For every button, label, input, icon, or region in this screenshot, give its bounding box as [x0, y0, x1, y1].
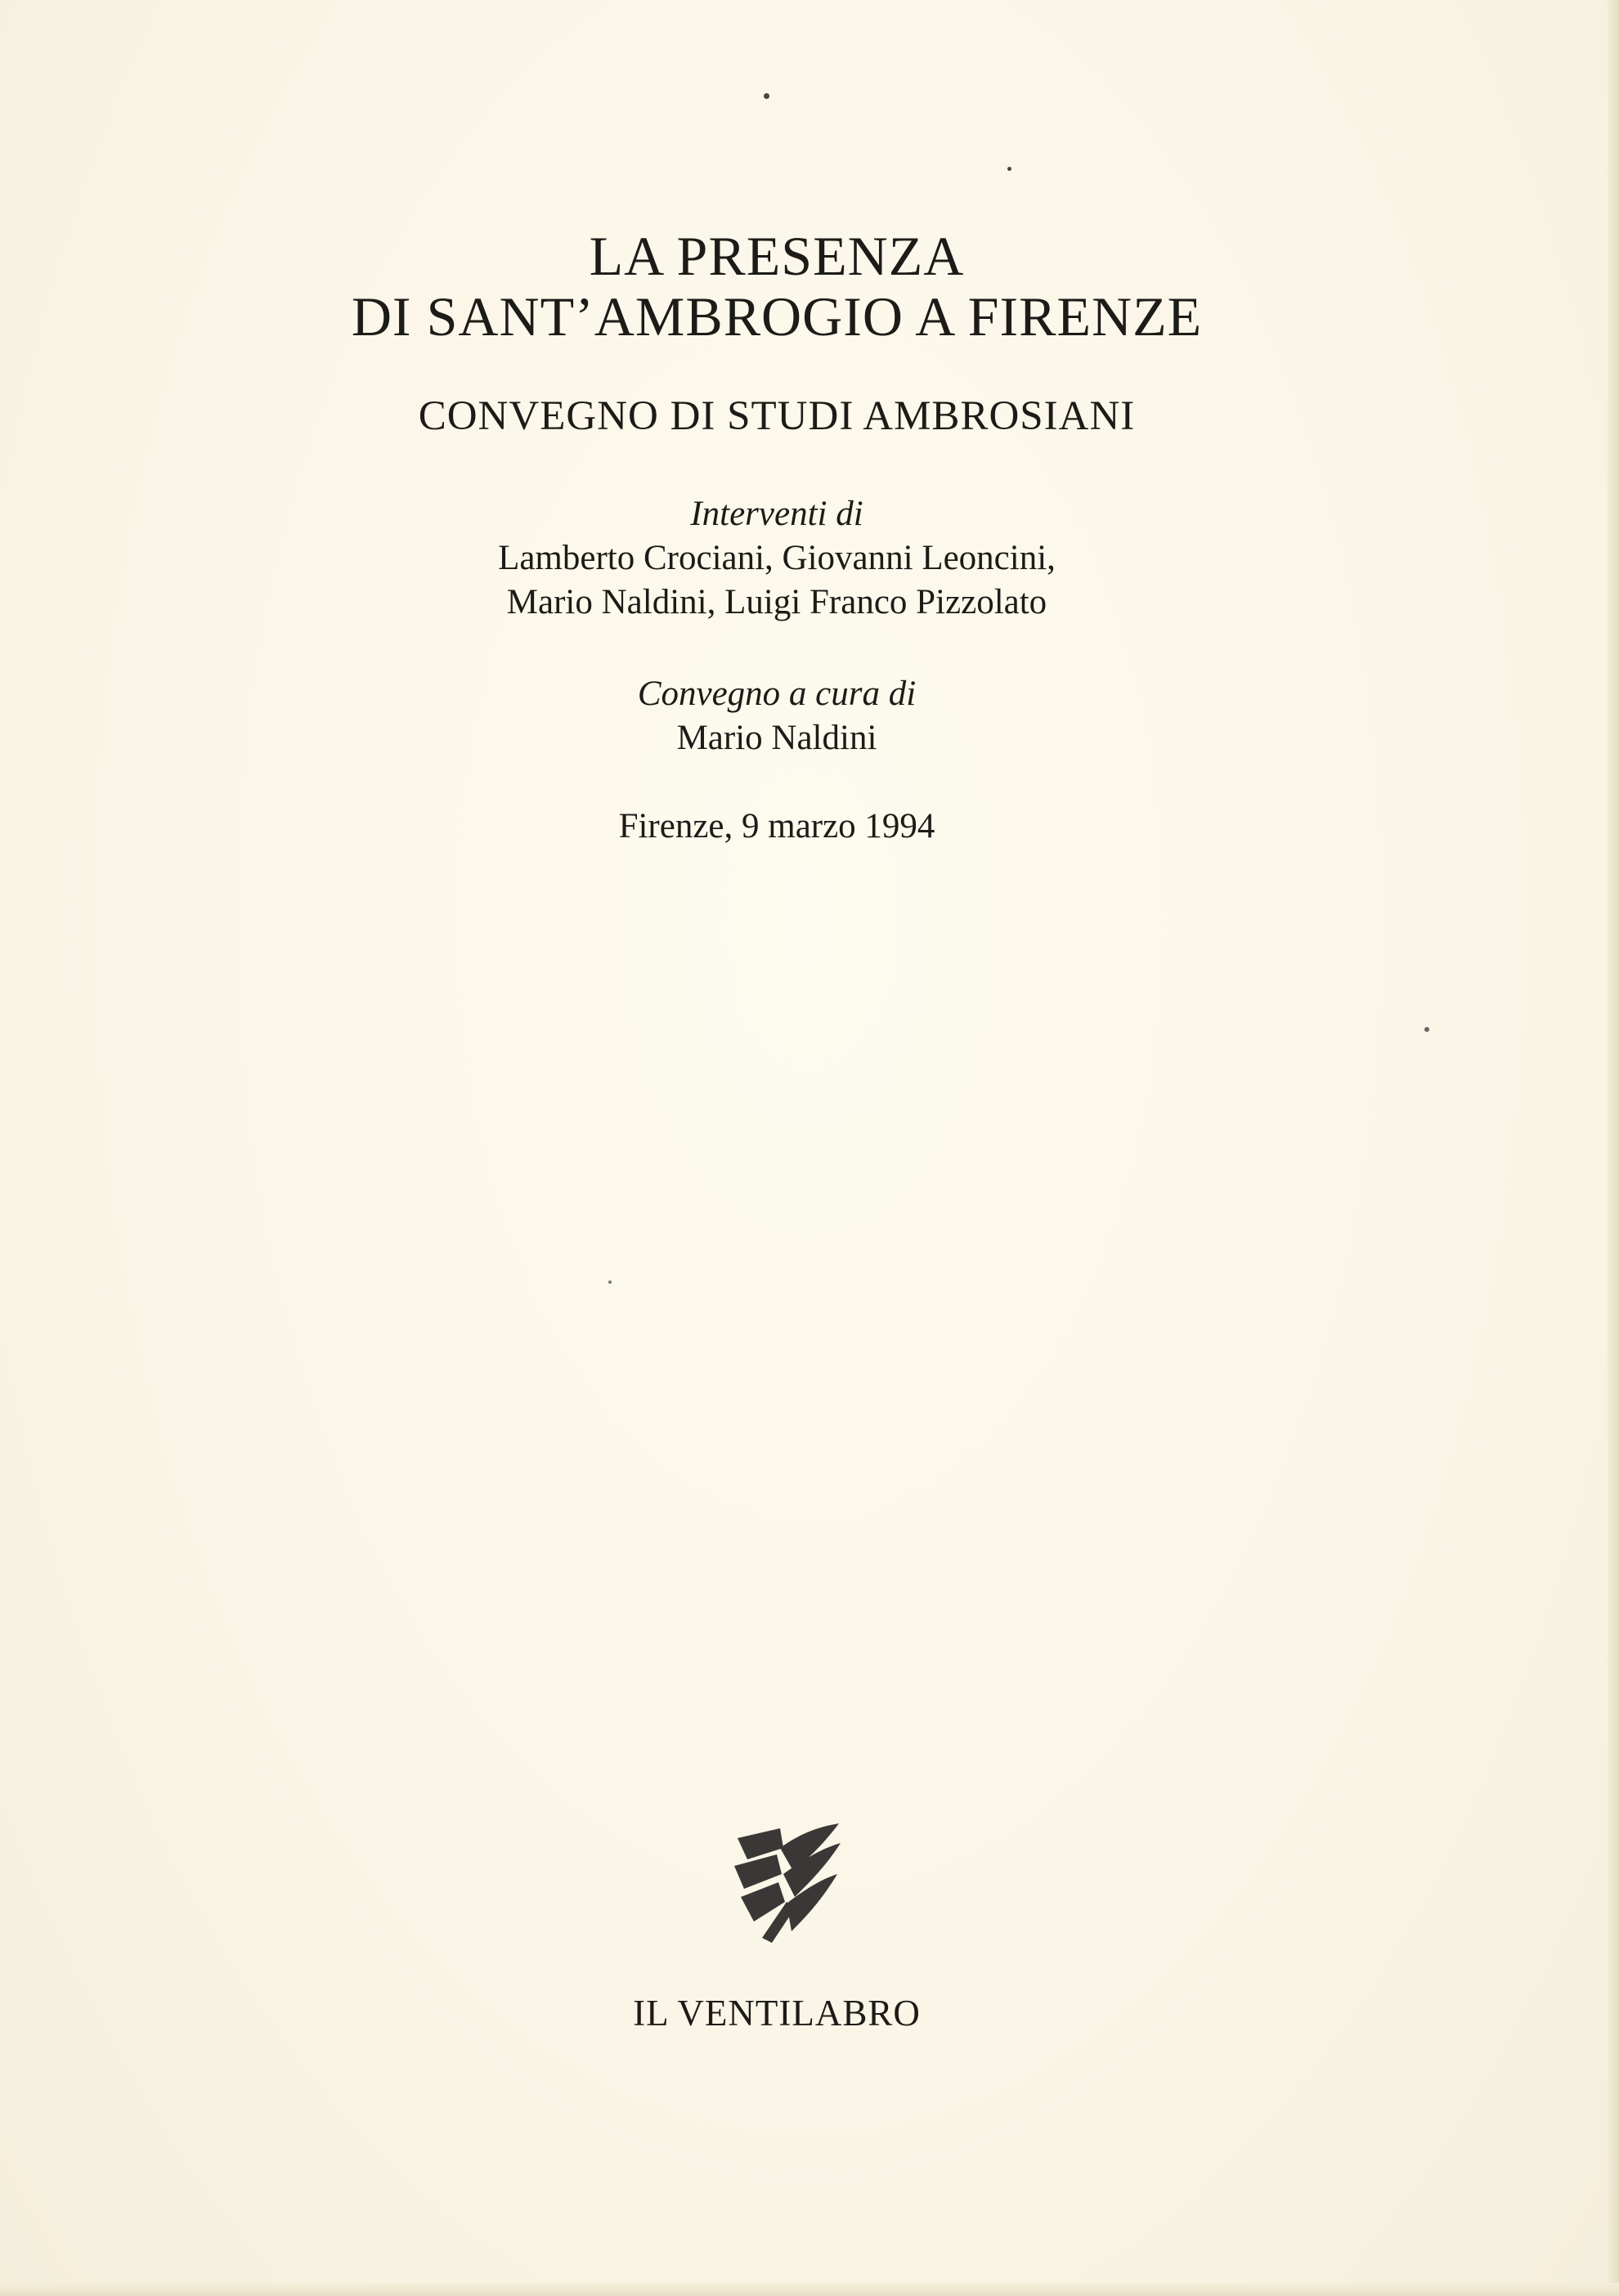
- title-line-1: LA PRESENZA: [589, 225, 965, 287]
- place-date: Firenze, 9 marzo 1994: [618, 807, 935, 845]
- title-line-2: DI SANT’AMBROGIO A FIRENZE: [351, 285, 1203, 348]
- speck-top: [764, 93, 769, 99]
- page-edge-right: [1608, 0, 1619, 2296]
- contributors-line-2: Mario Naldini, Luigi Franco Pizzolato: [506, 583, 1047, 621]
- speck-mid: [608, 1280, 612, 1284]
- editor-label: Convegno a cura di: [637, 675, 917, 713]
- publisher-name: IL VENTILABRO: [633, 1993, 921, 2034]
- page-edge-bottom: [0, 2283, 1619, 2296]
- speck-mid-right: [1424, 1027, 1429, 1032]
- speck-upper-right: [1007, 167, 1011, 171]
- conference-subtitle: CONVEGNO DI STUDI AMBROSIANI: [418, 393, 1136, 439]
- editor-name: Mario Naldini: [676, 719, 877, 757]
- contributors-label: Interventi di: [690, 495, 863, 533]
- publisher-logo-icon: [729, 1823, 844, 1944]
- contributors-line-1: Lamberto Crociani, Giovanni Leoncini,: [498, 539, 1056, 577]
